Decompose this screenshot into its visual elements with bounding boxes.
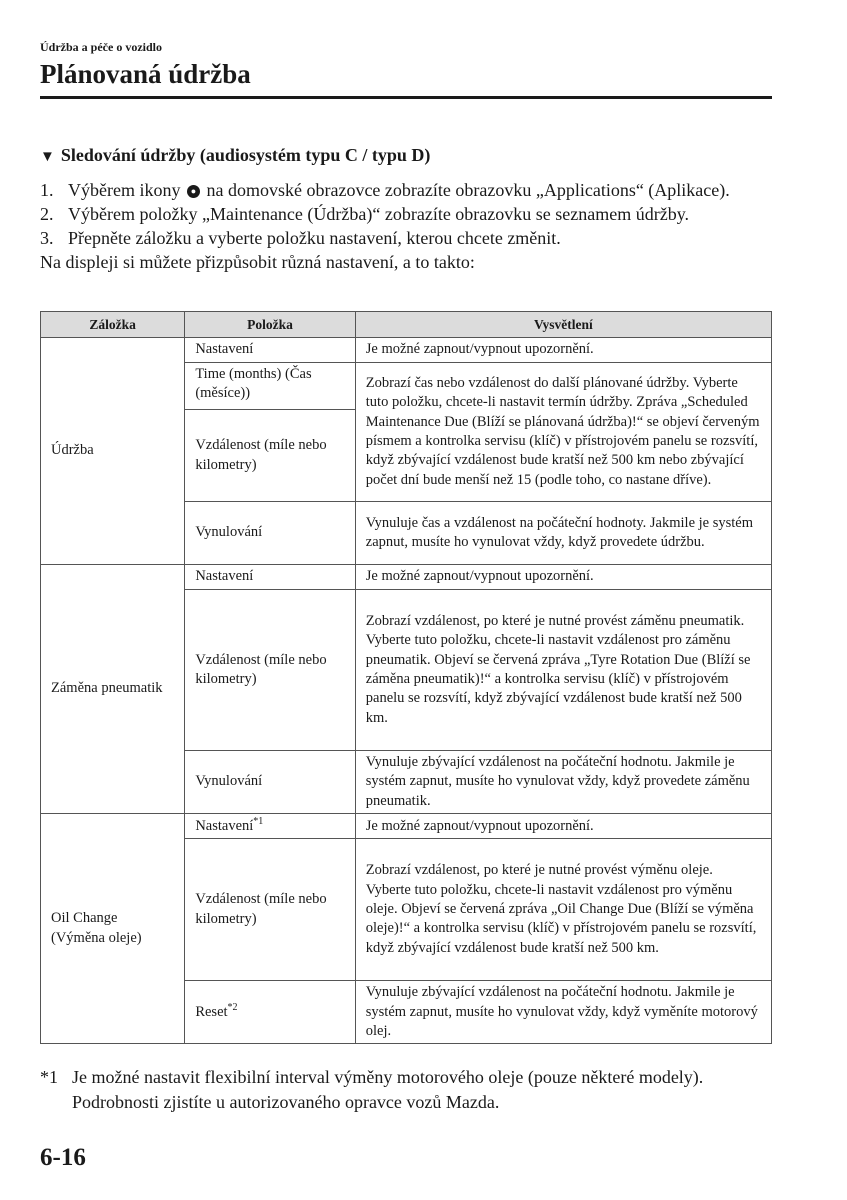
item-cell: Vynulování [185,751,355,814]
step-item [40,226,780,250]
maintenance-table [40,311,772,1044]
step-item [40,202,780,226]
step-text [68,178,780,202]
footnote-ref: *2 [227,1001,238,1013]
table-header-row [41,312,772,338]
explanation-cell: Je možné zapnout/vypnout upozornění. [355,338,771,363]
explanation-cell: Vynuluje čas a vzdálenost na počáteční hodnoty. Jakmile je systém zapnut, musíte ho vynulovat vždy, když provedete údržbu. [355,502,771,565]
table-row [41,565,772,590]
step-number: 1. [40,180,54,200]
step-item [40,178,780,202]
item-cell [185,814,355,839]
column-header-tab: Záložka [41,312,185,338]
intro-text: Na displeji si můžete přizpůsobit různá nastavení, a to takto: [40,252,475,272]
title-divider [40,96,772,99]
column-header-explanation: Vysvětlení [355,312,771,338]
app-icon: ● [187,185,200,198]
table-row [41,814,772,839]
column-header-item: Položka [185,312,355,338]
step-number: 2. [40,204,54,224]
explanation-cell: Zobrazí čas nebo vzdálenost do další plánované údržby. Vyberte tuto položku, chcete-li nastavit termín údržby. Zpráva „Scheduled Maintenance Due (Blíží se plánovaná údržba)!“ se objeví červeným písmem a kontrolka servisu (klíč) v přístrojovém panelu se rozsvítí, když zbývající vzdálenost bude kratší než 500 km nebo zbývající počet dní bude menší než 15 (podle toho, co nastane dříve). [355,363,771,502]
footnote-text: Je možné nastavit flexibilní interval výměny motorového oleje (pouze některé modely). Podrobnosti zjistíte u autorizovaného opravce vozů Mazda. [72,1067,704,1112]
explanation-cell: Zobrazí vzdálenost, po které je nutné provést výměnu oleje. Vyberte tuto položku, chcete-li nastavit vzdálenost pro výměnu oleje. Objeví se červená zpráva „Oil Change Due (Blíží se výměna oleje)!“ a kontrolka servisu (klíč) v přístrojovém panelu se rozsvítí, když zbývající vzdálenost bude kratší než 500 km. [355,839,771,981]
breadcrumb: Údržba a péče o vozidlo [40,40,162,54]
item-label: Nastavení [195,817,254,834]
footnote [40,1065,780,1115]
tab-cell: Záměna pneumatik [41,565,185,814]
item-label: Reset [195,1003,228,1020]
section-heading [40,145,430,166]
step-text-part: Výběrem ikony [68,180,185,200]
explanation-cell: Vynuluje zbývající vzdálenost na počáteční hodnotu. Jakmile je systém zapnut, musíte ho vynulovat vždy, když provedete záměnu pneumatik. [355,751,771,814]
tab-cell: Oil Change (Výměna oleje) [41,814,185,1044]
item-cell: Vzdálenost (míle nebo kilometry) [185,590,355,751]
item-cell: Vynulování [185,502,355,565]
item-cell: Vzdálenost (míle nebo kilometry) [185,410,355,502]
footnote-ref: *1 [253,815,264,827]
page-title: Plánovaná údržba [40,59,251,89]
explanation-cell: Je možné zapnout/vypnout upozornění. [355,814,771,839]
item-cell: Time (months) (Čas (měsíce)) [185,363,355,410]
footnote-mark: *1 [40,1067,58,1087]
explanation-cell: Zobrazí vzdálenost, po které je nutné provést záměnu pneumatik. Vyberte tuto položku, chcete-li nastavit vzdálenost pro záměnu pneumatik. Objeví se červená zpráva „Tyre Rotation Due (Blíží se záměna pneumatik)!“ a kontrolka servisu (klíč) v přístrojovém panelu se rozsvítí, když zbývající vzdálenost bude kratší než 500 km. [355,590,771,751]
tab-cell: Údržba [41,338,185,565]
step-text-part: na domovské obrazovce zobrazíte obrazovku „Applications“ (Aplikace). [201,180,730,200]
explanation-cell: Je možné zapnout/vypnout upozornění. [355,565,771,590]
explanation-cell: Vynuluje zbývající vzdálenost na počáteční hodnotu. Jakmile je systém zapnut, musíte ho vynulovat vždy, když vyměníte motorový olej. [355,981,771,1044]
step-text: Přepněte záložku a vyberte položku nastavení, kterou chcete změnit. [68,228,561,248]
step-text: Výběrem položky „Maintenance (Údržba)“ zobrazíte obrazovku se seznamem údržby. [68,204,690,224]
step-number: 3. [40,228,54,248]
item-cell [185,981,355,1044]
section-heading-text: Sledování údržby (audiosystém typu C / typu D) [60,145,431,165]
page-number: 6-16 [40,1144,86,1171]
item-cell: Nastavení [185,565,355,590]
steps-list [40,178,780,274]
table-row [41,338,772,363]
triangle-marker-icon: ▼ [40,149,55,165]
item-cell: Nastavení [185,338,355,363]
item-cell: Vzdálenost (míle nebo kilometry) [185,839,355,981]
